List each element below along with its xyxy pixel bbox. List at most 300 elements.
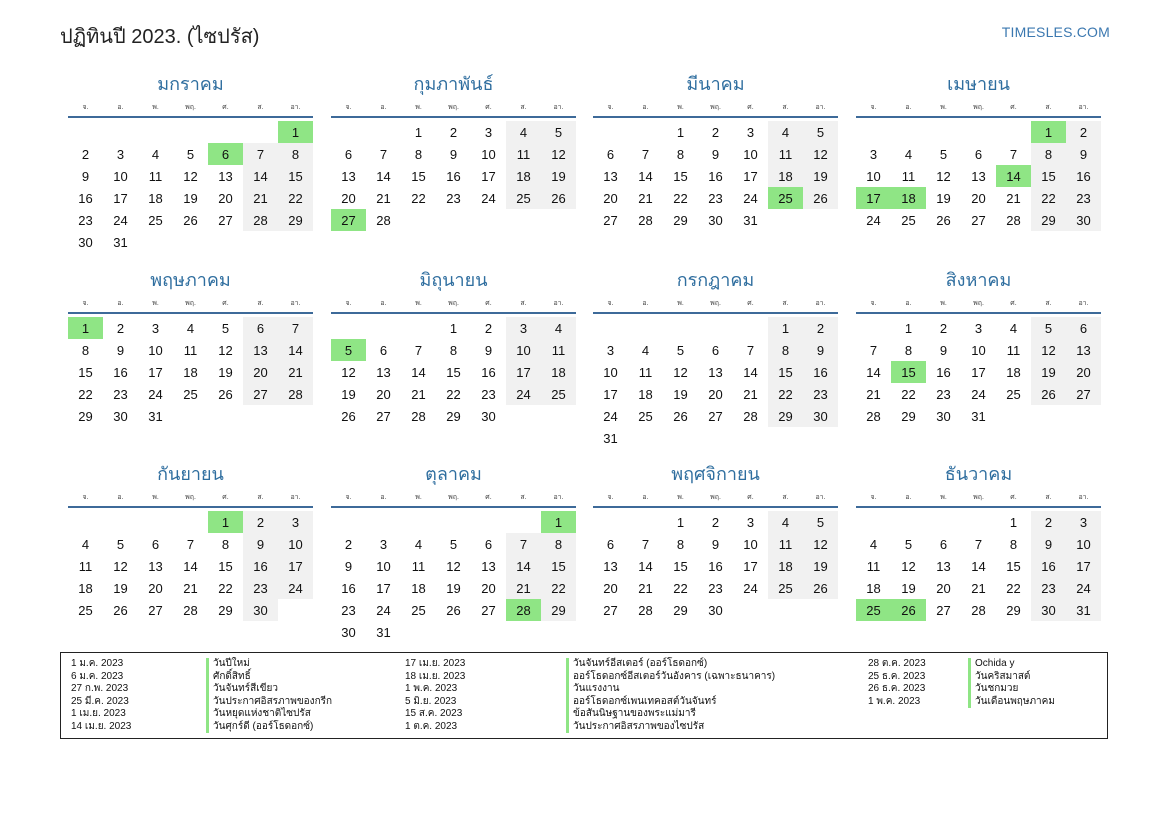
month-name: พฤศจิกายน <box>671 464 760 484</box>
day-cell: 5 <box>904 536 913 552</box>
day-cell: 28 <box>743 408 758 424</box>
weekday-label: พฤ. <box>448 104 459 111</box>
weekday-label: พฤ. <box>448 494 459 501</box>
weekday-label: อา. <box>553 300 564 307</box>
day-cell: 21 <box>183 580 198 596</box>
weekday-label: พ. <box>415 494 422 501</box>
holiday-name: วันปีใหม่ <box>206 658 332 671</box>
day-cell: 27 <box>603 602 618 618</box>
empty-cell <box>926 511 961 533</box>
weekday-label: พ. <box>677 494 684 501</box>
day-cell: 23 <box>1066 187 1101 209</box>
day-cell: 13 <box>481 558 496 574</box>
weekday-label: อา. <box>553 104 564 111</box>
holiday-day-cell: 15 <box>891 361 926 383</box>
weekday-label: พ. <box>677 300 684 307</box>
weekday-label: ศ. <box>222 104 229 111</box>
day-cell: 2 <box>939 320 948 336</box>
day-cell: 7 <box>641 146 650 162</box>
day-cell: 22 <box>901 386 916 402</box>
holiday-day-cell: 25 <box>768 187 803 209</box>
day-cell: 9 <box>484 342 493 358</box>
day-cell: 19 <box>218 364 233 380</box>
day-cell: 28 <box>638 212 653 228</box>
day-cell: 30 <box>936 408 951 424</box>
day-cell: 20 <box>936 580 951 596</box>
day-cell: 10 <box>743 146 758 162</box>
day-cell: 16 <box>243 555 278 577</box>
day-cell: 26 <box>113 602 128 618</box>
day-cell: 4 <box>81 536 90 552</box>
day-cell: 10 <box>866 168 881 184</box>
day-cell: 2 <box>484 320 493 336</box>
holiday-date: 26 ธ.ค. 2023 <box>868 683 926 694</box>
day-cell: 20 <box>376 386 391 402</box>
weekday-label: พฤ. <box>185 104 196 111</box>
empty-cell <box>506 511 541 533</box>
day-cell: 9 <box>1031 533 1066 555</box>
month-name: กุมภาพันธ์ <box>413 74 494 94</box>
day-cell: 13 <box>971 168 986 184</box>
day-cell: 18 <box>183 364 198 380</box>
empty-cell <box>856 317 891 339</box>
day-cell: 4 <box>506 121 541 143</box>
weekday-label: อ. <box>117 494 124 501</box>
holiday-day-cell: 26 <box>891 599 926 621</box>
day-cell: 17 <box>481 168 496 184</box>
day-cell: 20 <box>243 361 278 383</box>
day-cell: 6 <box>939 536 948 552</box>
day-cell: 5 <box>116 536 125 552</box>
day-cell: 29 <box>901 408 916 424</box>
day-cell: 17 <box>113 190 128 206</box>
day-cell: 16 <box>1031 555 1066 577</box>
day-cell: 28 <box>411 408 426 424</box>
day-cell: 26 <box>446 602 461 618</box>
day-cell: 11 <box>638 364 653 380</box>
day-cell: 21 <box>506 577 541 599</box>
holiday-name: ออร์โธดอกซ์อีสเตอร์วันอังคาร (เฉพาะธนาคาร) <box>566 671 775 684</box>
weekday-label: จ. <box>345 494 352 501</box>
holiday-date: 27 ก.พ. 2023 <box>71 683 129 694</box>
day-cell: 12 <box>1031 339 1066 361</box>
day-grid <box>331 121 576 231</box>
day-cell: 30 <box>1066 209 1101 231</box>
day-cell: 28 <box>376 212 391 228</box>
weekday-label: ส. <box>782 494 789 501</box>
day-cell: 18 <box>78 580 93 596</box>
day-cell: 7 <box>641 536 650 552</box>
weekday-label: อา. <box>290 494 301 501</box>
day-cell: 8 <box>676 146 685 162</box>
day-cell: 21 <box>638 580 653 596</box>
day-cell: 5 <box>676 342 685 358</box>
weekday-header <box>593 102 838 118</box>
day-cell: 7 <box>974 536 983 552</box>
day-cell: 21 <box>1006 190 1021 206</box>
day-cell: 6 <box>1066 317 1101 339</box>
empty-cell <box>593 511 628 533</box>
day-cell: 22 <box>768 383 803 405</box>
day-cell: 4 <box>768 511 803 533</box>
day-cell: 3 <box>1066 511 1101 533</box>
holiday-day-cell: 1 <box>541 511 576 533</box>
weekday-label: พฤ. <box>973 300 984 307</box>
day-cell: 6 <box>606 146 615 162</box>
day-cell: 27 <box>708 408 723 424</box>
day-cell: 19 <box>446 580 461 596</box>
day-cell: 15 <box>278 165 313 187</box>
day-cell: 11 <box>768 533 803 555</box>
weekday-label: ศ. <box>485 300 492 307</box>
day-cell: 21 <box>278 361 313 383</box>
day-cell: 13 <box>936 558 951 574</box>
weekday-label: พ. <box>677 104 684 111</box>
day-cell: 14 <box>971 558 986 574</box>
day-cell: 9 <box>344 558 353 574</box>
weekday-label: อ. <box>117 300 124 307</box>
day-cell: 18 <box>638 386 653 402</box>
day-cell: 29 <box>673 212 688 228</box>
day-cell: 9 <box>116 342 125 358</box>
day-cell: 19 <box>803 165 838 187</box>
day-cell: 18 <box>148 190 163 206</box>
day-cell: 4 <box>869 536 878 552</box>
weekday-label: ส. <box>257 494 264 501</box>
day-cell: 25 <box>768 577 803 599</box>
weekday-label: พฤ. <box>710 494 721 501</box>
day-grid <box>68 121 313 253</box>
day-cell: 4 <box>151 146 160 162</box>
month-name: ตุลาคม <box>425 464 482 484</box>
holiday-list <box>60 652 1108 739</box>
holiday-name: Ochida y <box>968 658 1055 671</box>
day-grid <box>68 511 313 621</box>
day-cell: 23 <box>341 602 356 618</box>
day-cell: 10 <box>376 558 391 574</box>
day-cell: 28 <box>278 383 313 405</box>
weekday-label: จ. <box>82 300 89 307</box>
weekday-label: ส. <box>1045 494 1052 501</box>
day-cell: 10 <box>148 342 163 358</box>
empty-cell <box>996 121 1031 143</box>
day-grid <box>331 317 576 427</box>
day-cell: 20 <box>341 190 356 206</box>
weekday-label: ศ. <box>485 104 492 111</box>
day-cell: 24 <box>743 190 758 206</box>
day-cell: 28 <box>1006 212 1021 228</box>
weekday-label: พฤ. <box>185 300 196 307</box>
weekday-label: จ. <box>82 104 89 111</box>
empty-cell <box>366 317 401 339</box>
weekday-label: พ. <box>940 300 947 307</box>
day-cell: 4 <box>904 146 913 162</box>
month-name: กันยายน <box>157 464 224 484</box>
month-10 <box>331 462 576 643</box>
day-cell: 4 <box>641 342 650 358</box>
day-cell: 23 <box>803 383 838 405</box>
month-3 <box>593 72 838 231</box>
day-cell: 30 <box>481 408 496 424</box>
holiday-date: 15 ส.ค. 2023 <box>405 708 463 719</box>
day-cell: 6 <box>379 342 388 358</box>
holiday-date: 6 ม.ค. 2023 <box>71 670 124 682</box>
day-cell: 13 <box>603 558 618 574</box>
holiday-date: 17 เม.ย. 2023 <box>405 658 466 669</box>
day-cell: 22 <box>411 190 426 206</box>
day-cell: 27 <box>376 408 391 424</box>
weekday-label: ศ. <box>747 300 754 307</box>
day-cell: 10 <box>1066 533 1101 555</box>
day-cell: 18 <box>506 165 541 187</box>
day-cell: 28 <box>183 602 198 618</box>
day-cell: 29 <box>446 408 461 424</box>
weekday-header <box>68 492 313 508</box>
day-cell: 13 <box>603 168 618 184</box>
day-cell: 21 <box>243 187 278 209</box>
day-cell: 3 <box>484 124 493 140</box>
month-name: กรกฎาคม <box>676 270 755 290</box>
day-cell: 31 <box>148 408 163 424</box>
weekday-label: จ. <box>82 494 89 501</box>
empty-cell <box>891 121 926 143</box>
day-cell: 14 <box>411 364 426 380</box>
empty-cell <box>733 317 768 339</box>
day-cell: 24 <box>743 580 758 596</box>
day-cell: 10 <box>506 339 541 361</box>
day-cell: 4 <box>1009 320 1018 336</box>
day-cell: 26 <box>1031 383 1066 405</box>
day-grid <box>856 317 1101 427</box>
day-cell: 11 <box>866 558 881 574</box>
day-cell: 3 <box>116 146 125 162</box>
day-cell: 7 <box>1009 146 1018 162</box>
day-cell: 22 <box>278 187 313 209</box>
day-cell: 14 <box>376 168 391 184</box>
day-cell: 20 <box>148 580 163 596</box>
day-cell: 5 <box>186 146 195 162</box>
weekday-header <box>331 102 576 118</box>
empty-cell <box>173 121 208 143</box>
day-cell: 11 <box>901 168 916 184</box>
holiday-name: วันประกาศอิสรภาพของไซปรัส <box>566 721 775 734</box>
day-cell: 30 <box>708 602 723 618</box>
day-cell: 1 <box>768 317 803 339</box>
holiday-name: วันคริสมาสต์ <box>968 671 1055 684</box>
day-cell: 23 <box>936 386 951 402</box>
weekday-label: อ. <box>117 104 124 111</box>
holiday-name: วันจันทร์อีสเตอร์ (ออร์โธดอกซ์) <box>566 658 775 671</box>
holiday-day-cell: 1 <box>68 317 103 339</box>
day-cell: 23 <box>78 212 93 228</box>
day-cell: 14 <box>638 558 653 574</box>
month-7 <box>593 268 838 449</box>
day-cell: 8 <box>541 533 576 555</box>
day-cell: 26 <box>803 187 838 209</box>
day-cell: 10 <box>481 146 496 162</box>
empty-cell <box>856 121 891 143</box>
month-9 <box>68 462 313 621</box>
day-cell: 6 <box>711 342 720 358</box>
brand-logo-text[interactable]: TIMESLES.COM <box>1001 24 1110 40</box>
weekday-label: อ. <box>642 104 649 111</box>
holiday-dates-col-1 <box>71 658 131 733</box>
month-8 <box>856 268 1101 427</box>
day-cell: 12 <box>183 168 198 184</box>
day-cell: 12 <box>803 533 838 555</box>
day-cell: 19 <box>1031 361 1066 383</box>
day-cell: 16 <box>446 168 461 184</box>
day-cell: 11 <box>1006 342 1021 358</box>
empty-cell <box>243 121 278 143</box>
day-cell: 16 <box>481 364 496 380</box>
day-cell: 8 <box>1009 536 1018 552</box>
weekday-label: อ. <box>905 300 912 307</box>
day-cell: 22 <box>78 386 93 402</box>
weekday-label: ศ. <box>1010 104 1017 111</box>
day-cell: 24 <box>113 212 128 228</box>
empty-cell <box>961 121 996 143</box>
day-cell: 4 <box>186 320 195 336</box>
empty-cell <box>366 511 401 533</box>
day-cell: 10 <box>603 364 618 380</box>
day-cell: 18 <box>768 165 803 187</box>
day-cell: 8 <box>449 342 458 358</box>
weekday-label: อ. <box>380 300 387 307</box>
day-cell: 9 <box>939 342 948 358</box>
day-cell: 6 <box>344 146 353 162</box>
holiday-day-cell: 1 <box>1031 121 1066 143</box>
day-cell: 27 <box>971 212 986 228</box>
weekday-label: ศ. <box>1010 494 1017 501</box>
day-cell: 30 <box>113 408 128 424</box>
month-4 <box>856 72 1101 231</box>
day-cell: 22 <box>446 386 461 402</box>
weekday-label: พฤ. <box>710 300 721 307</box>
day-cell: 27 <box>243 383 278 405</box>
holiday-name: ออร์โธดอกซ์เพนเทคอสต์วันจันทร์ <box>566 696 775 709</box>
day-cell: 18 <box>541 361 576 383</box>
day-cell: 14 <box>278 339 313 361</box>
day-cell: 19 <box>936 190 951 206</box>
empty-cell <box>926 121 961 143</box>
day-cell: 15 <box>673 168 688 184</box>
weekday-label: อา. <box>815 300 826 307</box>
day-cell: 24 <box>866 212 881 228</box>
day-cell: 1 <box>414 124 423 140</box>
day-cell: 13 <box>148 558 163 574</box>
weekday-label: อา. <box>815 494 826 501</box>
weekday-label: อ. <box>380 494 387 501</box>
day-cell: 28 <box>638 602 653 618</box>
weekday-label: พฤ. <box>973 494 984 501</box>
day-cell: 27 <box>1066 383 1101 405</box>
weekday-label: ศ. <box>222 494 229 501</box>
day-cell: 18 <box>866 580 881 596</box>
day-cell: 8 <box>221 536 230 552</box>
day-cell: 14 <box>743 364 758 380</box>
day-cell: 7 <box>186 536 195 552</box>
day-cell: 16 <box>113 364 128 380</box>
day-cell: 19 <box>341 386 356 402</box>
empty-cell <box>628 511 663 533</box>
day-cell: 3 <box>974 320 983 336</box>
weekday-label: พ. <box>152 104 159 111</box>
day-cell: 16 <box>78 190 93 206</box>
day-cell: 30 <box>708 212 723 228</box>
weekday-header <box>856 298 1101 314</box>
day-cell: 9 <box>711 536 720 552</box>
day-cell: 11 <box>183 342 198 358</box>
day-cell: 7 <box>278 317 313 339</box>
weekday-label: อา. <box>1078 494 1089 501</box>
day-cell: 22 <box>218 580 233 596</box>
day-cell: 22 <box>1031 187 1066 209</box>
empty-cell <box>961 511 996 533</box>
day-cell: 31 <box>1066 599 1101 621</box>
day-cell: 21 <box>866 386 881 402</box>
empty-cell <box>68 511 103 533</box>
day-cell: 8 <box>768 339 803 361</box>
day-cell: 1 <box>676 514 685 530</box>
day-cell: 26 <box>341 408 356 424</box>
weekday-label: ส. <box>782 300 789 307</box>
day-cell: 23 <box>113 386 128 402</box>
empty-cell <box>331 317 366 339</box>
weekday-label: จ. <box>607 494 614 501</box>
day-cell: 4 <box>768 121 803 143</box>
day-cell: 17 <box>148 364 163 380</box>
day-cell: 23 <box>708 190 723 206</box>
day-cell: 30 <box>78 234 93 250</box>
weekday-header <box>68 102 313 118</box>
holiday-name: วันศุกร์ดี (ออร์โธดอกซ์) <box>206 721 332 734</box>
day-cell: 19 <box>183 190 198 206</box>
weekday-label: พฤ. <box>973 104 984 111</box>
day-cell: 2 <box>344 536 353 552</box>
empty-cell <box>366 121 401 143</box>
holiday-dates-col-2 <box>405 658 465 733</box>
day-cell: 28 <box>866 408 881 424</box>
holiday-day-cell: 18 <box>891 187 926 209</box>
weekday-label: อา. <box>290 300 301 307</box>
day-cell: 15 <box>768 361 803 383</box>
holiday-date: 28 ต.ค. 2023 <box>868 658 926 669</box>
day-grid <box>593 121 838 231</box>
day-cell: 2 <box>116 320 125 336</box>
weekday-label: อา. <box>1078 104 1089 111</box>
day-grid <box>331 511 576 643</box>
day-cell: 20 <box>971 190 986 206</box>
weekday-label: จ. <box>870 494 877 501</box>
day-cell: 12 <box>446 558 461 574</box>
day-cell: 20 <box>1066 361 1101 383</box>
weekday-label: ส. <box>257 300 264 307</box>
month-12 <box>856 462 1101 621</box>
day-cell: 2 <box>1066 121 1101 143</box>
weekday-label: ศ. <box>747 494 754 501</box>
day-cell: 6 <box>484 536 493 552</box>
empty-cell <box>331 121 366 143</box>
day-cell: 17 <box>278 555 313 577</box>
day-cell: 31 <box>603 430 618 446</box>
day-cell: 24 <box>278 577 313 599</box>
weekday-label: จ. <box>345 300 352 307</box>
holiday-name: ศักดิ์สิทธิ์ <box>206 671 332 684</box>
day-cell: 7 <box>506 533 541 555</box>
day-cell: 7 <box>746 342 755 358</box>
day-cell: 21 <box>411 386 426 402</box>
